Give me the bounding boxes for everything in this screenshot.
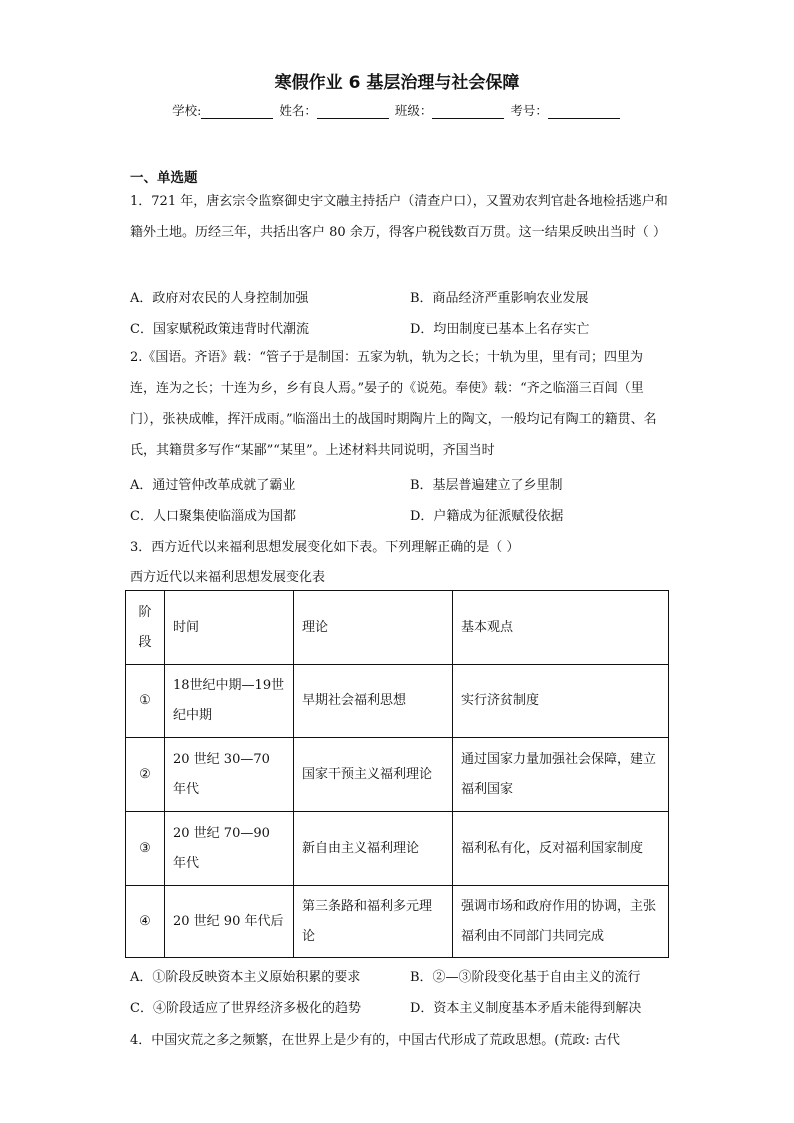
section-heading: 一、单选题	[130, 170, 198, 186]
exam-number-label: 考号：	[510, 103, 548, 118]
cell-stage: ③	[126, 812, 165, 886]
q1-option-c: C．国家赋税政策违背时代潮流	[130, 322, 309, 337]
cell-stage: ①	[126, 665, 165, 738]
header-stage: 阶段	[126, 591, 165, 665]
name-blank[interactable]	[317, 106, 389, 119]
welfare-table	[125, 590, 669, 958]
cell-theory: 新自由主义福利理论	[294, 812, 453, 886]
q1-option-b: B．商品经济严重影响农业发展	[410, 291, 589, 306]
q2-option-b: B．基层普遍建立了乡里制	[410, 478, 563, 493]
table-header-row	[126, 591, 669, 665]
q2-option-a: A．通过管仲改革成就了霸业	[130, 478, 296, 493]
cell-view: 通过国家力量加强社会保障，建立福利国家	[453, 738, 669, 812]
exam-number-blank[interactable]	[548, 106, 620, 119]
q3-option-d: D．资本主义制度基本矛盾未能得到解决	[410, 1001, 642, 1016]
student-info-line	[0, 101, 794, 119]
header-theory: 理论	[294, 591, 453, 665]
cell-theory: 第三条路和福利多元理论	[294, 886, 453, 958]
q3-option-b: B．②—③阶段变化基于自由主义的流行	[410, 970, 641, 985]
q2-option-c: C．人口聚集使临淄成为国都	[130, 509, 296, 524]
name-label: 姓名：	[279, 103, 317, 118]
q1-option-a: A．政府对农民的人身控制加强	[130, 291, 309, 306]
question-1-text: 1．721 年，唐玄宗令监察御史宇文融主持括户（清查户口），又置劝农判官赴各地检括逃户和籍外土地。历经三年，共括出客户 80 余万，得客户税钱数百万贯。这一结果反映出当时（ ）	[130, 194, 668, 240]
question-2-text: 2.《国语。齐语》载：“管子于是制国：五家为轨，轨为之长；十轨为里，里有司；四里为连，连为之长；十连为乡，乡有良人焉。”晏子的《说苑。奉使》载：“齐之临淄三百闾（里门），张袂成帷，挥汗成雨。”临淄出土的战国时期陶片上的陶文，一般均记有陶工的籍贯、名氏，其籍贯多写作“某鄙”“某里”。上述材料共同说明，齐国当时	[130, 350, 657, 458]
q2-option-d: D．户籍成为征派赋役依据	[410, 509, 564, 524]
table-row	[126, 738, 669, 812]
cell-stage: ②	[126, 738, 165, 812]
class-blank[interactable]	[432, 106, 504, 119]
class-label: 班级：	[394, 103, 433, 118]
table-caption: 西方近代以来福利思想发展变化表	[130, 570, 326, 585]
cell-stage: ④	[126, 886, 165, 958]
header-time: 时间	[165, 591, 294, 665]
page-title: 寒假作业 6 基层治理与社会保障	[274, 73, 520, 93]
question-4-text: 4．中国灾荒之多之频繁，在世界上是少有的，中国古代形成了荒政思想。(荒政: 古代	[130, 1033, 620, 1048]
cell-time: 20 世纪 30—70 年代	[165, 738, 294, 812]
cell-theory: 早期社会福利思想	[294, 665, 453, 738]
table-row	[126, 665, 669, 738]
q1-option-d: D．均田制度已基本上名存实亡	[410, 322, 590, 337]
cell-view: 强调市场和政府作用的协调，主张福利由不同部门共同完成	[453, 886, 669, 958]
table-row	[126, 886, 669, 958]
school-label: 学校:	[172, 103, 202, 118]
cell-theory: 国家干预主义福利理论	[294, 738, 453, 812]
cell-view: 实行济贫制度	[453, 665, 669, 738]
school-blank[interactable]	[201, 106, 273, 119]
cell-view: 福利私有化，反对福利国家制度	[453, 812, 669, 886]
cell-time: 20 世纪 70—90 年代	[165, 812, 294, 886]
cell-time: 20 世纪 90 年代后	[165, 886, 294, 958]
header-view: 基本观点	[453, 591, 669, 665]
q3-option-c: C．④阶段适应了世界经济多极化的趋势	[130, 1001, 361, 1016]
question-3-text: 3．西方近代以来福利思想发展变化如下表。下列理解正确的是（ ）	[130, 540, 520, 555]
table-row	[126, 812, 669, 886]
q3-option-a: A．①阶段反映资本主义原始积累的要求	[130, 970, 361, 985]
cell-time: 18世纪中期—19世纪中期	[165, 665, 294, 738]
